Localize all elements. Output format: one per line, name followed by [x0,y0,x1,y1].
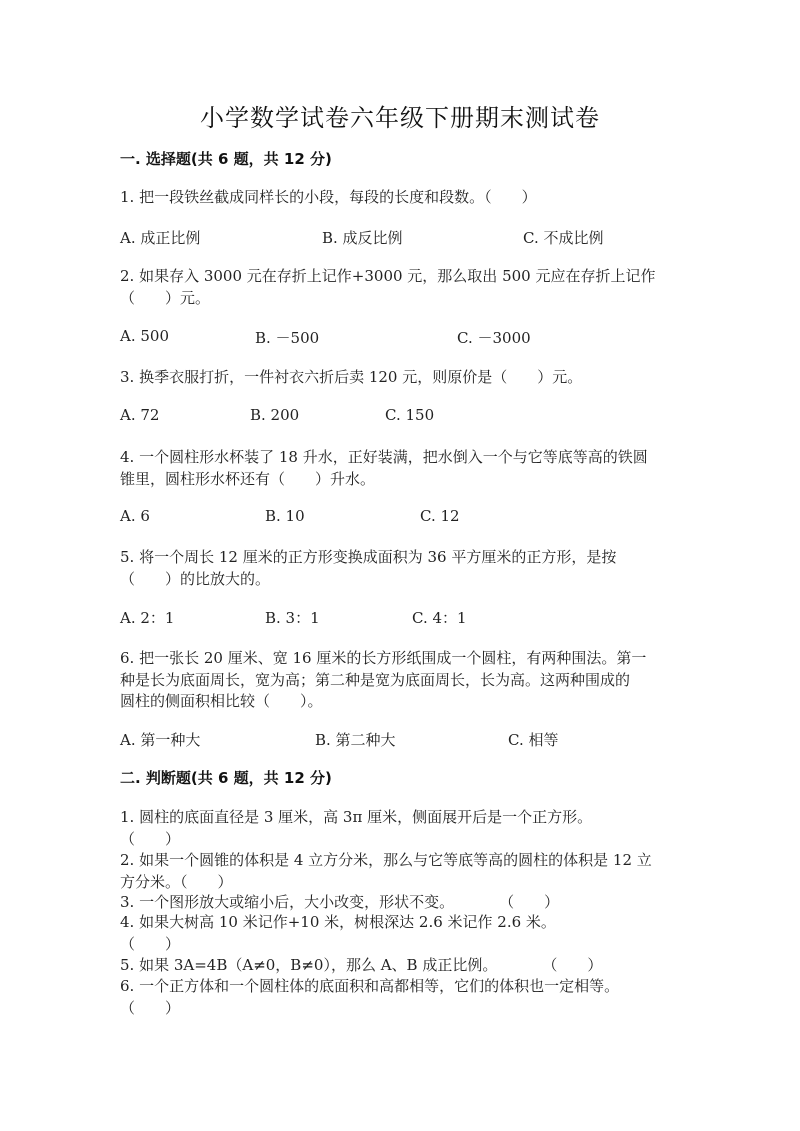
question-text-line: （ ） [120,934,181,953]
judgement-1 [120,807,690,850]
question-2 [120,266,690,309]
judgement-3 [120,892,690,914]
option-a[interactable]: A. 500 [120,327,169,345]
option-b[interactable]: B. 第二种大 [315,731,396,749]
question-text-line: 2. 如果存入 3000 元在存折上记作+3000 元，那么取出 500 元应在存折上记作 [120,267,656,285]
question-text-line: 3. 一个图形放大或缩小后，大小改变，形状不变。 （ ） [120,893,560,911]
option-b[interactable]: B. 成反比例 [322,229,403,247]
option-a[interactable]: A. 72 [120,406,160,424]
question-text-line: 3. 换季衣服打折，一件衬衣六折后卖 120 元，则原价是（ ）元。 [120,368,583,386]
option-a[interactable]: A. 6 [120,507,150,525]
option-c[interactable]: C. 4：1 [412,609,467,627]
question-5 [120,547,690,590]
question-text-line: 种是长为底面周长，宽为高；第二种是宽为底面周长，长为高。这两种围成的 [120,670,631,689]
question-1 [120,187,690,209]
option-c[interactable]: C. －3000 [457,329,531,347]
judgement-6 [120,976,690,1019]
option-c[interactable]: C. 150 [385,406,435,424]
judgement-4 [120,912,690,955]
option-a[interactable]: A. 第一种大 [120,731,201,749]
option-b[interactable]: B. 200 [250,406,300,424]
option-b[interactable]: B. －500 [255,329,320,347]
judgement-2 [120,850,690,893]
section-heading-judgement: 二. 判断题(共 6 题，共 12 分) [120,769,332,787]
question-text-line: 5. 将一个周长 12 厘米的正方形变换成面积为 36 平方厘米的正方形，是按 [120,548,617,566]
option-a[interactable]: A. 成正比例 [120,229,201,247]
option-c[interactable]: C. 相等 [508,731,559,749]
question-text-line: 6. 一个正方体和一个圆柱体的底面积和高都相等，它们的体积也一定相等。 [120,977,620,995]
question-text-line: 锥里，圆柱形水杯还有（ ）升水。 [120,469,376,488]
question-text-line: 4. 如果大树高 10 米记作+10 米，树根深达 2.6 米记作 2.6 米。 [120,913,556,931]
question-text-line: （ ） [120,829,181,848]
question-text-line: 1. 把一段铁丝截成同样长的小段，每段的长度和段数。（ ） [120,188,537,206]
question-text-line: （ ）的比放大的。 [120,569,271,588]
question-6 [120,648,690,713]
option-a[interactable]: A. 2：1 [120,609,175,627]
question-text-line: 2. 如果一个圆锥的体积是 4 立方分米，那么与它等底等高的圆柱的体积是 12 立 [120,851,652,869]
question-text-line: 6. 把一张长 20 厘米、宽 16 厘米的长方形纸围成一个圆柱，有两种围法。第一 [120,649,647,667]
option-b[interactable]: B. 3：1 [265,609,320,627]
question-text-line: 圆柱的侧面积相比较（ ）。 [120,692,323,710]
judgement-5 [120,955,690,977]
page-title: 小学数学试卷六年级下册期末测试卷 [200,104,600,132]
question-text-line: （ ） [120,998,181,1017]
question-text-line: 方分米。（ ） [120,872,233,891]
question-text-line: 4. 一个圆柱形水杯装了 18 升水，正好装满，把水倒入一个与它等底等高的铁圆 [120,448,648,466]
question-text-line: （ ）元。 [120,288,211,307]
option-c[interactable]: C. 12 [420,507,460,525]
question-4 [120,447,690,490]
question-text-line: 1. 圆柱的底面直径是 3 厘米，高 3π 厘米，侧面展开后是一个正方形。 [120,808,593,826]
option-b[interactable]: B. 10 [265,507,305,525]
option-c[interactable]: C. 不成比例 [523,229,604,247]
question-text-line: 5. 如果 3A=4B（A≠0，B≠0），那么 A、B 成正比例。 （ ） [120,956,603,974]
section-heading-choice: 一. 选择题(共 6 题，共 12 分) [120,150,332,168]
question-3 [120,367,690,389]
